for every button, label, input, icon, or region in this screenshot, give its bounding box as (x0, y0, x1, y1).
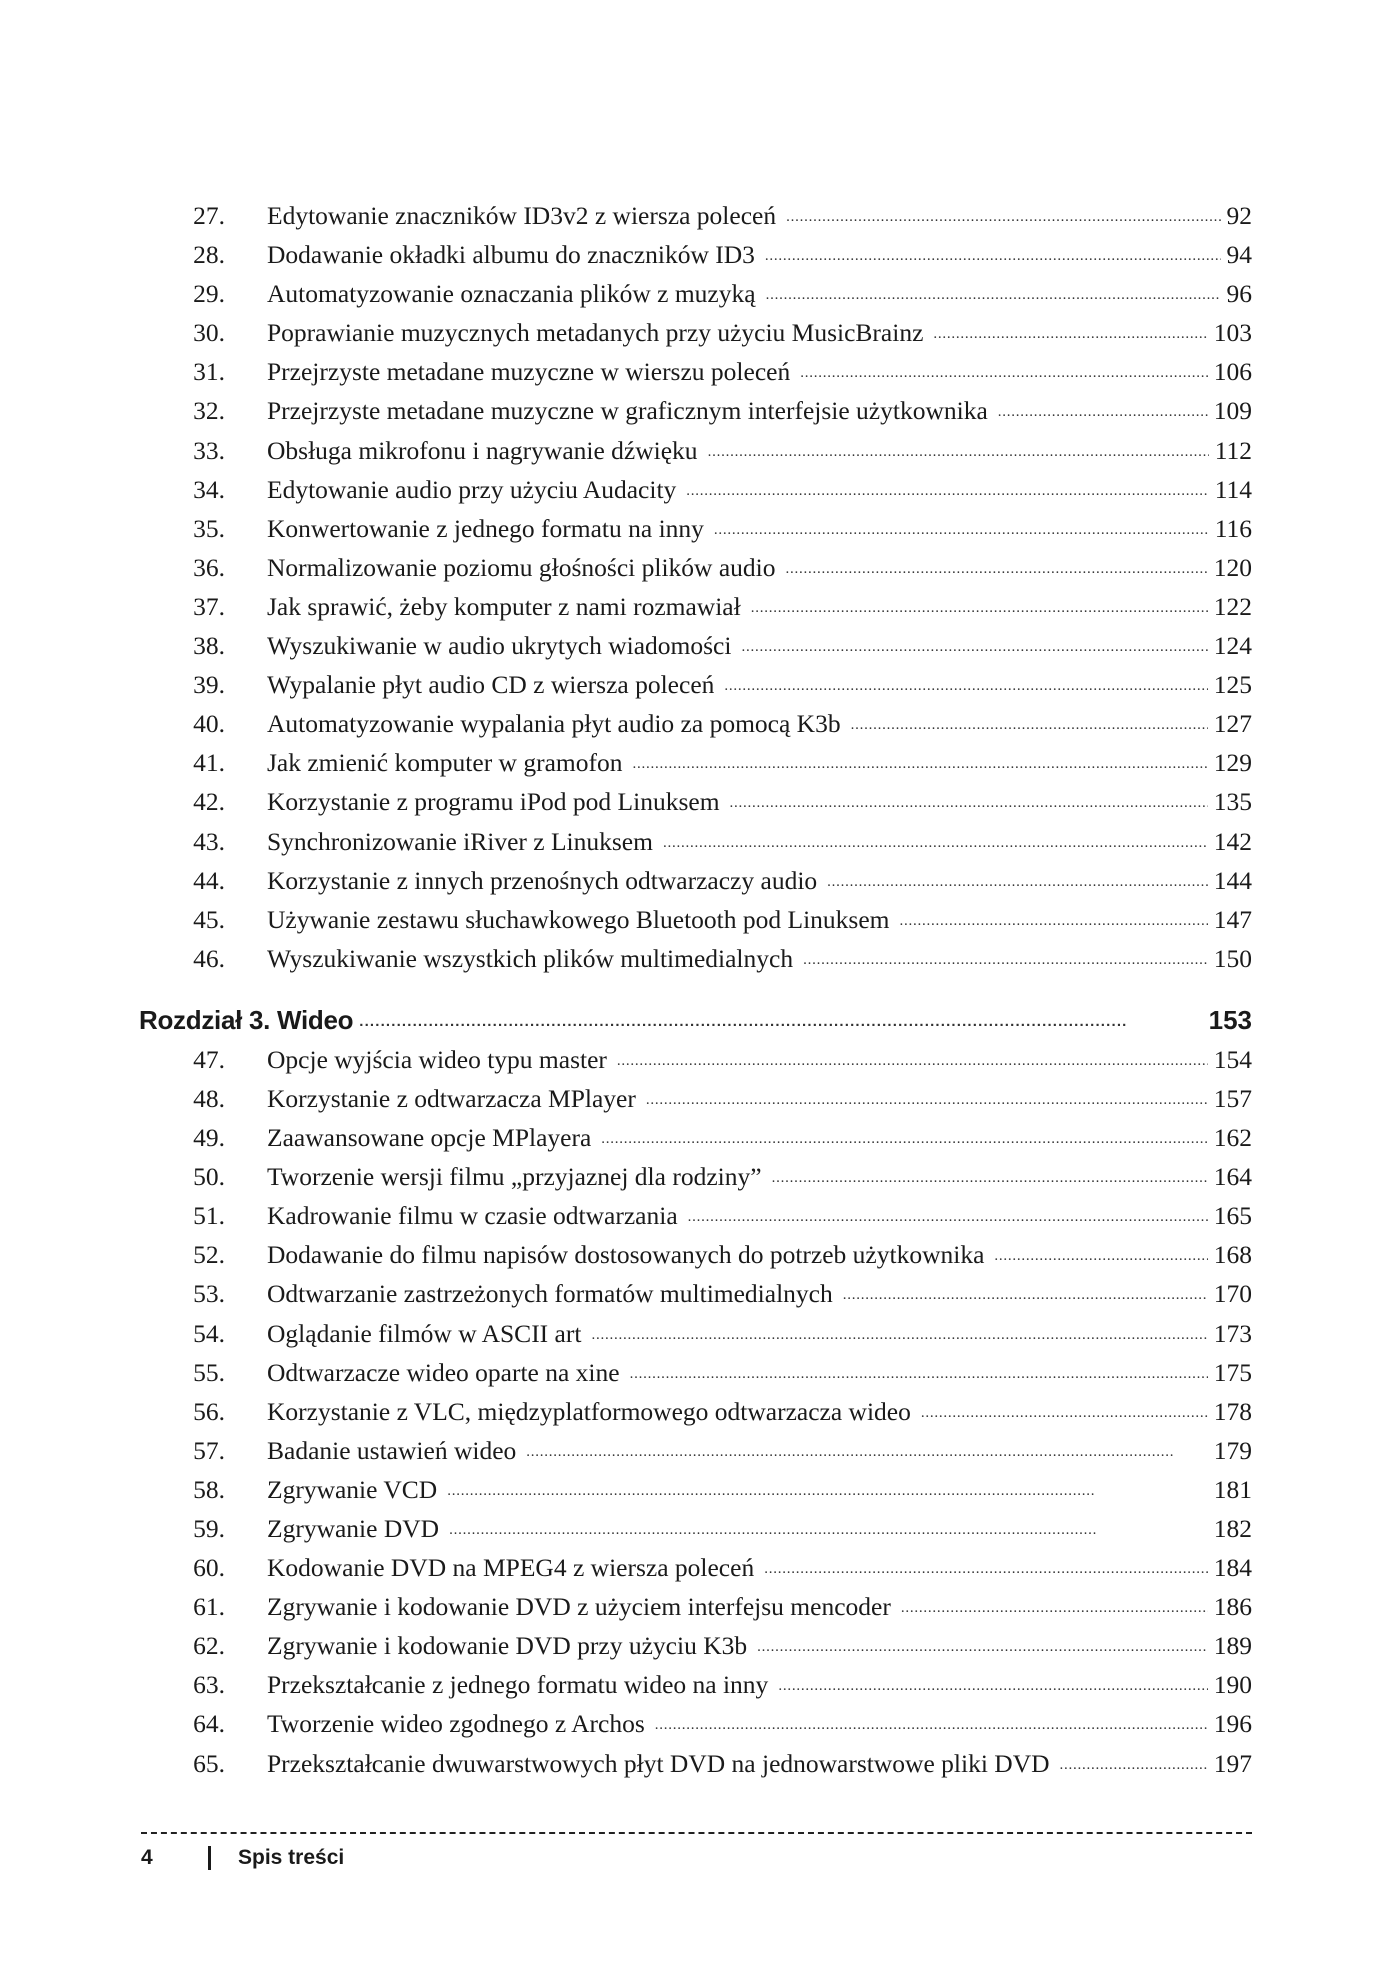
entry-number: 29. (193, 279, 225, 309)
entry-page-number: 170 (1213, 1279, 1252, 1309)
entry-number: 53. (193, 1279, 225, 1309)
toc-entry[interactable] (141, 1157, 1252, 1196)
dot-leader (447, 1472, 1208, 1509)
toc-entry[interactable] (141, 782, 1252, 821)
entry-number: 31. (193, 357, 225, 387)
dot-leader (741, 628, 1207, 665)
toc-entry[interactable] (141, 431, 1252, 470)
toc-entry[interactable] (141, 587, 1252, 626)
dot-leader (827, 863, 1208, 900)
toc-entry[interactable] (141, 235, 1252, 274)
dot-leader (786, 198, 1220, 235)
entry-page-number: 112 (1214, 435, 1252, 465)
entry-number: 45. (193, 904, 225, 934)
dot-leader (601, 1120, 1207, 1157)
toc-entry[interactable] (141, 274, 1252, 313)
dot-leader (1060, 1746, 1208, 1783)
chapter-title: Rozdział 3. Wideo (139, 1004, 354, 1035)
dot-leader (899, 902, 1207, 939)
entry-number: 40. (193, 709, 225, 739)
entry-page-number: 178 (1213, 1396, 1252, 1426)
entry-number: 62. (193, 1631, 225, 1661)
entry-title: Zaawansowane opcje MPlayera (267, 1123, 592, 1153)
entry-number: 58. (193, 1474, 225, 1504)
toc-entry[interactable] (141, 704, 1252, 743)
dot-leader (724, 667, 1207, 704)
entry-number: 34. (193, 474, 225, 504)
dot-leader (800, 354, 1208, 391)
toc-entry[interactable] (141, 509, 1252, 548)
entry-page-number: 168 (1213, 1240, 1252, 1270)
toc-entry[interactable] (141, 1431, 1252, 1470)
page-footer (141, 1843, 344, 1873)
entry-page-number: 150 (1213, 943, 1252, 973)
entry-number: 64. (193, 1709, 225, 1739)
entry-title: Obsługa mikrofonu i nagrywanie dźwięku (267, 435, 698, 465)
entry-number: 55. (193, 1357, 225, 1387)
entry-number: 35. (193, 513, 225, 543)
entry-number: 27. (193, 201, 225, 230)
dot-leader (526, 1433, 1207, 1470)
toc-entry[interactable] (141, 1353, 1252, 1392)
entry-title: Poprawianie muzycznych metadanych przy użyciu MusicBrainz (267, 318, 924, 348)
entry-page-number: 165 (1213, 1201, 1252, 1231)
entry-title: Konwertowanie z jednego formatu na inny (267, 513, 704, 543)
entry-page-number: 186 (1213, 1592, 1252, 1622)
entry-title: Korzystanie z programu iPod pod Linuksem (267, 787, 720, 817)
dot-leader (764, 1550, 1208, 1587)
dot-leader (843, 1276, 1208, 1313)
entry-page-number: 181 (1213, 1474, 1252, 1504)
entry-page-number: 106 (1213, 357, 1252, 387)
entry-number: 32. (193, 396, 225, 426)
toc-entry[interactable] (141, 1548, 1252, 1587)
entry-number: 50. (193, 1162, 225, 1192)
entry-number: 57. (193, 1435, 225, 1465)
entry-title: Przejrzyste metadane muzyczne w wierszu poleceń (267, 357, 791, 387)
entry-number: 44. (193, 865, 225, 895)
dot-leader (646, 1081, 1208, 1118)
entry-page-number: 182 (1213, 1514, 1252, 1543)
entry-title: Korzystanie z odtwarzacza MPlayer (267, 1083, 636, 1113)
entry-number: 43. (193, 826, 225, 856)
table-of-contents (141, 196, 1252, 1783)
entry-page-number: 184 (1213, 1553, 1252, 1583)
entry-number: 61. (193, 1592, 225, 1622)
entry-page-number: 94 (1226, 240, 1252, 270)
entry-title: Zgrywanie DVD (267, 1514, 440, 1543)
dot-leader (757, 1628, 1208, 1665)
entry-title: Wypalanie płyt audio CD z wiersza poleceń (267, 670, 715, 700)
entry-number: 36. (193, 552, 225, 582)
entry-title: Tworzenie wideo zgodnego z Archos (267, 1709, 645, 1739)
entry-page-number: 162 (1213, 1123, 1252, 1153)
toc-entries-before (141, 196, 1252, 978)
entry-page-number: 157 (1213, 1083, 1252, 1113)
entry-number: 54. (193, 1318, 225, 1348)
dot-leader (778, 1667, 1207, 1704)
toc-entry[interactable] (141, 1196, 1252, 1235)
entry-number: 59. (193, 1514, 225, 1543)
dot-leader (591, 1316, 1207, 1353)
chapter-page-number: 153 (1208, 1004, 1252, 1035)
entry-page-number: 173 (1213, 1318, 1252, 1348)
entry-number: 52. (193, 1240, 225, 1270)
footer-page-number: 4 (141, 1846, 153, 1869)
entry-page-number: 122 (1213, 591, 1252, 621)
dot-leader (708, 433, 1209, 470)
dot-leader (766, 276, 1221, 313)
toc-entry[interactable] (141, 743, 1252, 782)
toc-entry[interactable] (141, 1704, 1252, 1743)
toc-entry[interactable] (141, 1587, 1252, 1626)
toc-entry[interactable] (141, 1509, 1252, 1548)
dot-leader (786, 550, 1208, 587)
dot-leader (901, 1589, 1208, 1626)
footer-divider (141, 1832, 1252, 1834)
toc-entry[interactable] (141, 470, 1252, 509)
entry-page-number: 179 (1213, 1435, 1252, 1465)
toc-entry[interactable] (141, 1274, 1252, 1313)
footer-separator (208, 1846, 211, 1870)
entry-page-number: 103 (1213, 318, 1252, 348)
toc-entry[interactable] (141, 313, 1252, 352)
toc-entry[interactable] (141, 1626, 1252, 1665)
dot-leader (730, 784, 1208, 821)
entry-title: Korzystanie z VLC, międzyplatformowego odtwarzacza wideo (267, 1396, 911, 1426)
dot-leader (751, 589, 1208, 626)
entry-page-number: 147 (1213, 904, 1252, 934)
entry-title: Synchronizowanie iRiver z Linuksem (267, 826, 653, 856)
entry-number: 49. (193, 1123, 225, 1153)
entry-page-number: 109 (1213, 396, 1252, 426)
entry-title: Przejrzyste metadane muzyczne w graficznym interfejsie użytkownika (267, 396, 988, 426)
entry-page-number: 114 (1214, 474, 1252, 504)
entry-title: Przekształcanie z jednego formatu wideo na inny (267, 1670, 769, 1700)
entry-number: 46. (193, 943, 225, 973)
toc-entries-after (141, 1040, 1252, 1783)
toc-entry[interactable] (141, 352, 1252, 391)
toc-entry[interactable] (141, 665, 1252, 704)
entry-title: Automatyzowanie wypalania płyt audio za pomocą K3b (267, 709, 841, 739)
entry-page-number: 124 (1213, 631, 1252, 661)
toc-entry[interactable] (141, 861, 1252, 900)
toc-entry[interactable] (141, 822, 1252, 861)
entry-title: Tworzenie wersji filmu „przyjaznej dla rodziny” (267, 1162, 762, 1192)
toc-entry[interactable] (141, 1744, 1252, 1783)
entry-number: 47. (193, 1044, 225, 1074)
dot-leader (998, 393, 1208, 430)
entry-number: 60. (193, 1553, 225, 1583)
toc-entry[interactable] (141, 1665, 1252, 1704)
entry-title: Automatyzowanie oznaczania plików z muzyką (267, 279, 756, 309)
dot-leader (359, 1002, 1202, 1040)
entry-number: 38. (193, 631, 225, 661)
entry-title: Przekształcanie dwuwarstwowych płyt DVD na jednowarstwowe pliki DVD (267, 1748, 1050, 1778)
dot-leader (688, 1198, 1208, 1235)
entry-number: 51. (193, 1201, 225, 1231)
dot-leader (449, 1511, 1208, 1548)
toc-entry[interactable] (141, 548, 1252, 587)
entry-number: 30. (193, 318, 225, 348)
toc-entry[interactable] (141, 391, 1252, 430)
toc-entry[interactable] (141, 1235, 1252, 1274)
dot-leader (617, 1042, 1208, 1079)
entry-title: Edytowanie znaczników ID3v2 z wiersza poleceń (267, 201, 777, 230)
dot-leader (630, 1355, 1208, 1392)
entry-title: Korzystanie z innych przenośnych odtwarzaczy audio (267, 865, 818, 895)
dot-leader (632, 745, 1207, 782)
entry-page-number: 175 (1213, 1357, 1252, 1387)
entry-number: 37. (193, 591, 225, 621)
entry-title: Odtwarzacze wideo oparte na xine (267, 1357, 620, 1387)
toc-entry[interactable] (141, 939, 1252, 978)
entry-title: Edytowanie audio przy użyciu Audacity (267, 474, 677, 504)
entry-page-number: 144 (1213, 865, 1252, 895)
entry-title: Kodowanie DVD na MPEG4 z wiersza poleceń (267, 1553, 755, 1583)
toc-entry[interactable] (141, 1470, 1252, 1509)
entry-title: Dodawanie do filmu napisów dostosowanych do potrzeb użytkownika (267, 1240, 985, 1270)
dot-leader (933, 315, 1207, 352)
dot-leader (803, 941, 1208, 978)
entry-title: Dodawanie okładki albumu do znaczników ID3 (267, 240, 755, 270)
dot-leader (851, 706, 1208, 743)
toc-entry[interactable] (141, 1079, 1252, 1118)
dot-leader (921, 1394, 1208, 1431)
entry-page-number: 135 (1213, 787, 1252, 817)
entry-page-number: 197 (1213, 1748, 1252, 1778)
entry-title: Zgrywanie VCD (267, 1474, 438, 1504)
entry-number: 28. (193, 240, 225, 270)
toc-entry[interactable] (141, 900, 1252, 939)
entry-page-number: 189 (1213, 1631, 1252, 1661)
entry-number: 56. (193, 1396, 225, 1426)
toc-entry[interactable] (141, 1392, 1252, 1431)
entry-title: Zgrywanie i kodowanie DVD z użyciem interfejsu mencoder (267, 1592, 891, 1622)
entry-page-number: 164 (1213, 1162, 1252, 1192)
footer-section-label: Spis treści (238, 1846, 345, 1869)
entry-title: Używanie zestawu słuchawkowego Bluetooth pod Linuksem (267, 904, 890, 934)
dot-leader (994, 1237, 1207, 1274)
toc-entry[interactable] (141, 1118, 1252, 1157)
entry-title: Kadrowanie filmu w czasie odtwarzania (267, 1201, 678, 1231)
toc-entry[interactable] (141, 1314, 1252, 1353)
dot-leader (686, 472, 1208, 509)
entry-number: 33. (193, 435, 225, 465)
entry-title: Badanie ustawień wideo (267, 1435, 517, 1465)
entry-title: Zgrywanie i kodowanie DVD przy użyciu K3b (267, 1631, 748, 1661)
entry-title: Normalizowanie poziomu głośności plików audio (267, 552, 776, 582)
entry-title: Odtwarzanie zastrzeżonych formatów multimedialnych (267, 1279, 833, 1309)
entry-page-number: 142 (1213, 826, 1252, 856)
toc-entry[interactable] (141, 1040, 1252, 1079)
entry-page-number: 190 (1213, 1670, 1252, 1700)
dot-leader (765, 237, 1221, 274)
dot-leader (772, 1159, 1208, 1196)
entry-page-number: 116 (1214, 513, 1252, 543)
toc-entry[interactable] (141, 196, 1252, 235)
entry-title: Jak sprawić, żeby komputer z nami rozmawiał (267, 591, 741, 621)
entry-title: Jak zmienić komputer w gramofon (267, 748, 623, 778)
entry-title: Wyszukiwanie wszystkich plików multimedialnych (267, 943, 794, 973)
entry-number: 39. (193, 670, 225, 700)
entry-title: Oglądanie filmów w ASCII art (267, 1318, 582, 1348)
dot-leader (663, 824, 1208, 861)
entry-number: 42. (193, 787, 225, 817)
entry-page-number: 92 (1226, 201, 1252, 230)
entry-title: Opcje wyjścia wideo typu master (267, 1044, 607, 1074)
entry-page-number: 127 (1213, 709, 1252, 739)
chapter-heading[interactable] (139, 1001, 1252, 1040)
toc-entry[interactable] (141, 626, 1252, 665)
entry-page-number: 125 (1213, 670, 1252, 700)
entry-number: 41. (193, 748, 225, 778)
entry-title: Wyszukiwanie w audio ukrytych wiadomości (267, 631, 732, 661)
entry-number: 63. (193, 1670, 225, 1700)
entry-page-number: 196 (1213, 1709, 1252, 1739)
dot-leader (714, 511, 1209, 548)
entry-page-number: 154 (1213, 1044, 1252, 1074)
entry-page-number: 120 (1213, 552, 1252, 582)
entry-page-number: 129 (1213, 748, 1252, 778)
entry-page-number: 96 (1226, 279, 1252, 309)
dot-leader (655, 1706, 1208, 1743)
entry-number: 48. (193, 1083, 225, 1113)
entry-number: 65. (193, 1748, 225, 1778)
